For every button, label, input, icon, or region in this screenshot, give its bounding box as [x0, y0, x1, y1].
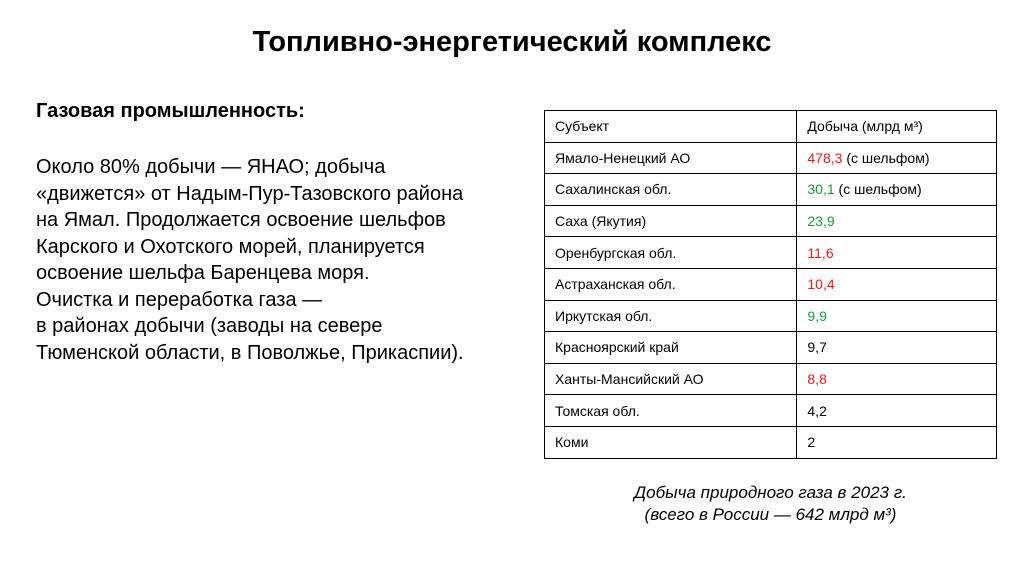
header-subject: Субъект	[545, 111, 797, 143]
gas-production-table	[544, 110, 997, 459]
production-cell	[797, 300, 997, 332]
production-cell	[797, 205, 997, 237]
production-value: 2	[807, 434, 816, 451]
table-row	[545, 300, 997, 332]
body-line: Около 80% добычи — ЯНАО; добыча	[36, 156, 386, 178]
subject-cell: Томская обл.	[545, 395, 797, 427]
section-heading: Газовая промышленность:	[36, 100, 305, 122]
body-line: Тюменской области, в Поволжье, Прикаспии).	[36, 341, 464, 364]
production-cell	[797, 237, 997, 269]
table-row	[545, 268, 997, 300]
body-line: «движется» от Надым-Пур-Тазовского района	[36, 182, 464, 205]
body-line: Карского и Охотского морей, планируется	[36, 235, 425, 258]
production-cell	[797, 363, 997, 395]
production-value: 9,7	[807, 339, 827, 356]
subject-cell: Коми	[545, 426, 797, 458]
table-row	[545, 426, 997, 458]
production-value: 478,3	[807, 149, 843, 166]
subject-cell: Красноярский край	[545, 332, 797, 364]
table-row	[545, 205, 997, 237]
caption-line: (всего в России — 642 млрд м³)	[644, 505, 897, 524]
production-value: 30,1	[807, 181, 835, 198]
subject-cell: Оренбургская обл.	[545, 237, 797, 269]
production-value: 23,9	[807, 213, 835, 230]
production-cell	[797, 174, 997, 206]
subject-cell: Астраханская обл.	[545, 268, 797, 300]
table-row	[545, 237, 997, 269]
subject-cell: Сахалинская обл.	[545, 174, 797, 206]
header-production: Добыча (млрд м³)	[797, 111, 997, 143]
production-note: (с шельфом)	[834, 181, 922, 198]
production-cell	[797, 268, 997, 300]
production-value: 9,9	[807, 307, 827, 324]
subject-cell: Ямало-Ненецкий АО	[545, 142, 797, 174]
production-value: 4,2	[807, 402, 827, 419]
caption-line: Добыча природного газа в 2023 г.	[634, 483, 907, 502]
table-header-row	[545, 111, 997, 143]
body-line: Очистка и переработка газа —	[36, 288, 323, 311]
production-note: (с шельфом)	[842, 149, 930, 166]
production-cell	[797, 332, 997, 364]
table-row	[545, 395, 997, 427]
body-line: на Ямал. Продолжается освоение шельфов	[36, 209, 446, 231]
subject-cell: Саха (Якутия)	[545, 205, 797, 237]
body-line: в районах добычи (заводы на севере	[36, 315, 383, 337]
production-value: 10,4	[807, 276, 835, 293]
slide-title: Топливно-энергетический комплекс	[252, 26, 772, 58]
subject-cell: Ханты-Мансийский АО	[545, 363, 797, 395]
production-cell	[797, 395, 997, 427]
table-caption	[544, 482, 997, 526]
production-value: 11,6	[807, 244, 834, 261]
table-row	[545, 174, 997, 206]
body-text	[36, 154, 536, 366]
production-cell	[797, 142, 997, 174]
production-value: 8,8	[807, 371, 827, 388]
body-line: освоение шельфа Баренцева моря.	[36, 262, 370, 284]
table-row	[545, 142, 997, 174]
table-row	[545, 363, 997, 395]
production-cell	[797, 426, 997, 458]
table-row	[545, 332, 997, 364]
subject-cell: Иркутская обл.	[545, 300, 797, 332]
